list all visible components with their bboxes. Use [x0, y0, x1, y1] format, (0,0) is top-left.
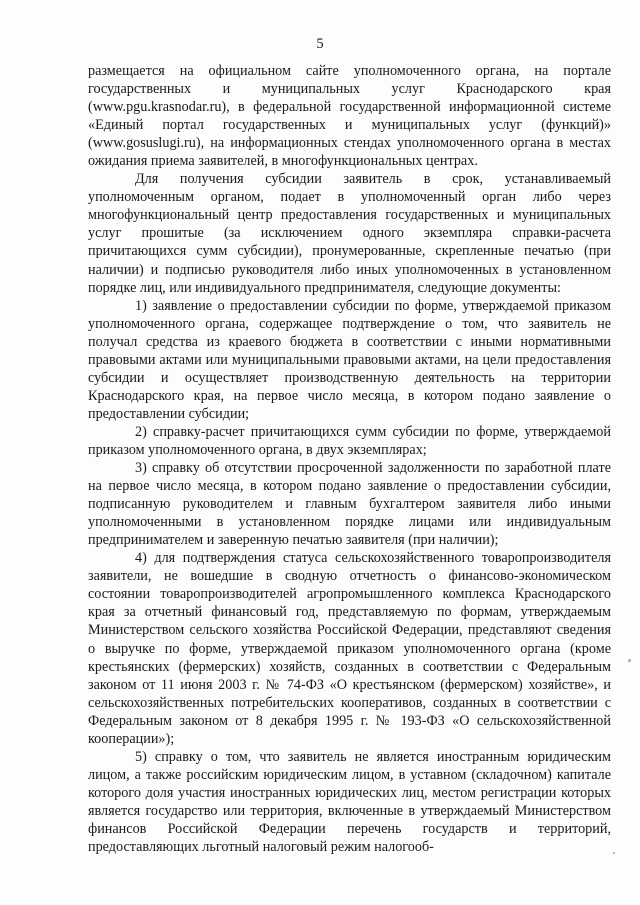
paragraph-submission-rules: Для получения субсидии заявитель в срок, устанавливаемый уполномоченным органом, подает в уполномоченный орган либо через многофункциональный центр предоставления государственных и муниципальных услуг прошитые (за исключением одного экземпляра справки-расчета причитающихся сумм субсидии), пронумерованные, скрепленные печатью (при наличии) и подписью руководителя либо иных уполномоченных в установленном порядке лиц, или индивидуального предпринимателя, следующие документы:: [88, 171, 611, 296]
list-item-3-wage-arrears: 3) справку об отсутствии просроченной задолженности по заработной плате на первое число месяца, в котором подано заявление о предоставлении субсидии, подписанную руководителем и главным бухгалтером заявителя либо иными уполномоченными в установленном порядке лицами или индивидуальным предпринимателем и заверенную печатью заявителя (при наличии);: [88, 460, 611, 549]
paragraph-continuation: размещается на официальном сайте уполномоченного органа, на портале государственных и муниципальных услуг Краснодарского края (www.pgu.krasnodar.ru), в федеральной государственной информационной системе «Единый портал государственных и муниципальных услуг (функций)» (www.gosuslugi.ru), на информационных стендах уполномоченного органа в местах ожидания приема заявителей, в многофункциональных центрах.: [88, 63, 611, 170]
list-item-4-producer-status: 4) для подтверждения статуса сельскохозяйственного товаропроизводителя заявители, не вошедшие в сводную отчетность о финансово-экономическом состоянии товаропроизводителей агропромышленного комплекса Краснодарского края за отчетный финансовый год, представляемую по формам, утверждаемым Министерством сельского хозяйства Российской Федерации, представляют сведения о выручке по форме, утверждаемой приказом уполномоченного органа (кроме крестьянских (фермерских) хозяйств, созданных в соответствии с Федеральным законом от 11 июня 2003 г. № 74-ФЗ «О крестьянском (фермерском) хозяйстве», и сельскохозяйственных потребительских кооперативов, созданных в соответствии с Федеральным законом от 8 декабря 1995 г. № 193-ФЗ «О сельскохозяйственной кооперации»);: [88, 550, 611, 747]
page-number: 5: [316, 36, 324, 52]
scan-speck: [628, 659, 631, 662]
list-item-1-application: 1) заявление о предоставлении субсидии по форме, утверждаемой приказом уполномоченного органа, содержащее подтверждение о том, что заявитель не получал средства из краевого бюджета в соответствии с иными нормативными правовыми актами или муниципальными правовыми актами, на цели предоставления субсидии и осуществляет производственную деятельность на территории Краснодарского края, на первое число месяца, в котором подано заявление о предоставлении субсидии;: [88, 297, 611, 422]
document-body: [88, 62, 611, 856]
list-item-2-calculation: 2) справку-расчет причитающихся сумм субсидии по форме, утверждаемой приказом уполномоченного органа, в двух экземплярах;: [88, 423, 611, 458]
scan-speck: [613, 852, 615, 854]
list-item-5-foreign-entity: 5) справку о том, что заявитель не является иностранным юридическим лицом, а также российским юридическим лицом, в уставном (складочном) капитале которого доля участия иностранных юридических лиц, местом регистрации которых является государство или территория, включенные в утверждаемый Министерством финансов Российской Федерации перечень государств и территорий, предоставляющих льготный налоговый режим налогооб-: [88, 748, 611, 856]
